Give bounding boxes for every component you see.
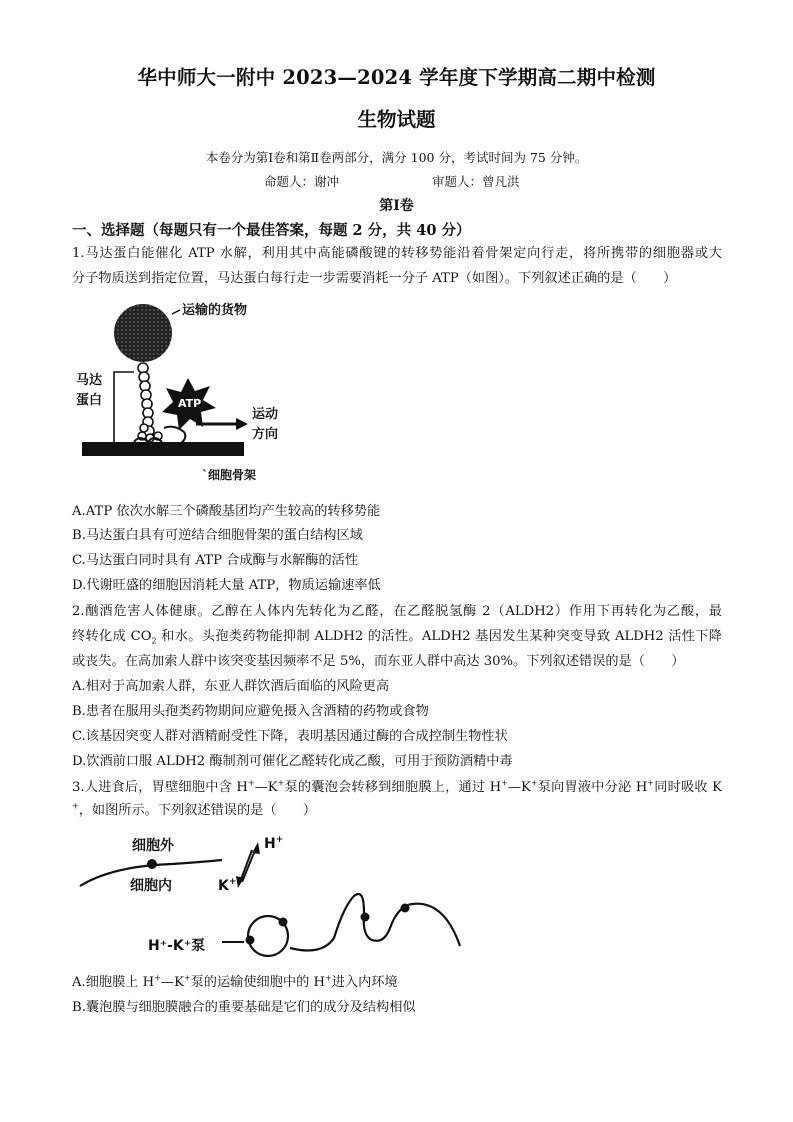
q3-stem-line1: 3.人进食后，胃壁细胞中含 H+—K+泵的囊泡会转移到细胞膜上，通过 H+—K+泵向胃液中分泌 H+同时吸收 K xyxy=(72,778,722,795)
membrane-pump-dot xyxy=(147,859,157,869)
direction-arrow xyxy=(236,418,248,430)
motor-label-2: 蛋白 xyxy=(76,393,103,408)
q1-option-c: C.马达蛋白同时具有 ATP 合成酶与水解酶的活性 xyxy=(72,553,359,568)
direction-label-1: 运动 xyxy=(252,407,279,422)
reviewer-label: 审题人：曾凡洪 xyxy=(432,174,520,189)
q1-option-a: A.ATP 依次水解三个磷酸基团均产生较高的转移势能 xyxy=(72,504,381,519)
pump-label: H⁺-K⁺泵 xyxy=(148,938,206,954)
volume-heading: 第Ⅰ卷 xyxy=(379,198,414,214)
section-heading: 一、选择题（每题只有一个最佳答案，每题 2 分，共 40 分） xyxy=(72,222,471,239)
q3-stem-line2: +，如图所示。下列叙述错误的是（ ） xyxy=(72,801,317,818)
q2-option-b: B.患者在服用头孢类药物期间应避免摄入含酒精的药物或食物 xyxy=(72,704,429,719)
motor-protein-figure xyxy=(72,296,292,486)
h-ion-label: H+ xyxy=(264,835,284,852)
author-label: 命题人：谢冲 xyxy=(264,174,340,189)
motor-protein-stalk xyxy=(138,363,162,442)
exam-title: 华中师大一附中 2023—2024 学年度下学期高二期中检测 xyxy=(137,66,656,89)
q3-option-b: B.囊泡膜与细胞膜融合的重要基础是它们的成分及结构相似 xyxy=(72,1000,416,1015)
q1-stem-line2: 分子物质送到指定位置，马达蛋白每行走一步需要消耗一分子 ATP（如图）。下列叙述正确的是（ ） xyxy=(72,271,677,286)
cytoskeleton-bar xyxy=(82,442,244,456)
motor-label-1: 马达 xyxy=(76,373,103,388)
q2-stem-line2: 终转化成 $CO_2$ 和水。头孢类药物能抑制 ALDH2 的活性。ALDH2 基因发生某种突变导致 ALDH2 活性下降 xyxy=(72,629,722,646)
outside-label: 细胞外 xyxy=(132,838,174,854)
q1-option-b: B.马达蛋白具有可逆结合细胞骨架的蛋白结构区域 xyxy=(72,528,363,543)
proton-pump-figure xyxy=(72,826,472,966)
atp-label: ATP xyxy=(178,397,202,410)
q2-stem-line3: 或丧失。在高加索人群中该突变基因频率不足 5%，而东亚人群中高达 30%。下列叙述错误的是（ ） xyxy=(72,654,685,669)
cytoskeleton-label: `细胞骨架 xyxy=(202,468,257,482)
k-ion-label: K+ xyxy=(218,877,237,894)
direction-label-2: 方向 xyxy=(252,427,279,442)
exam-note: 本卷分为第Ⅰ卷和第Ⅱ卷两部分，满分 100 分，考试时间为 75 分钟。 xyxy=(205,150,588,165)
q1-stem-line1: 1.马达蛋白能催化 ATP 水解，利用其中高能磷酸键的转移势能沿着骨架定向行走，将所携带的细胞器或大 xyxy=(72,246,722,261)
q2-option-c: C.该基因突变人群对酒精耐受性下降，表明基因通过酶的合成控制生物性状 xyxy=(72,729,508,744)
q2-stem-line1: 2.酗酒危害人体健康。乙醇在人体内先转化为乙醛，在乙醛脱氢酶 2（ALDH2）作用下再转化为乙酸，最 xyxy=(72,604,722,619)
inside-label: 细胞内 xyxy=(130,878,172,894)
q2-option-a: A.相对于高加索人群，东亚人群饮酒后面临的风险更高 xyxy=(72,679,390,694)
q3-option-a: A.细胞膜上 H+—K+泵的运输使细胞中的 H+进入内环境 xyxy=(72,973,398,990)
q1-option-d: D.代谢旺盛的细胞因消耗大量 ATP，物质运输速率低 xyxy=(72,578,381,593)
q2-option-d: D.饮酒前口服 ALDH2 酶制剂可催化乙醛转化成乙酸，可用于预防酒精中毒 xyxy=(72,754,513,769)
cargo-label: 运输的货物 xyxy=(182,303,248,318)
fusing-membrane xyxy=(290,894,460,950)
exam-subtitle: 生物试题 xyxy=(357,108,436,131)
cargo-sphere xyxy=(114,304,172,362)
